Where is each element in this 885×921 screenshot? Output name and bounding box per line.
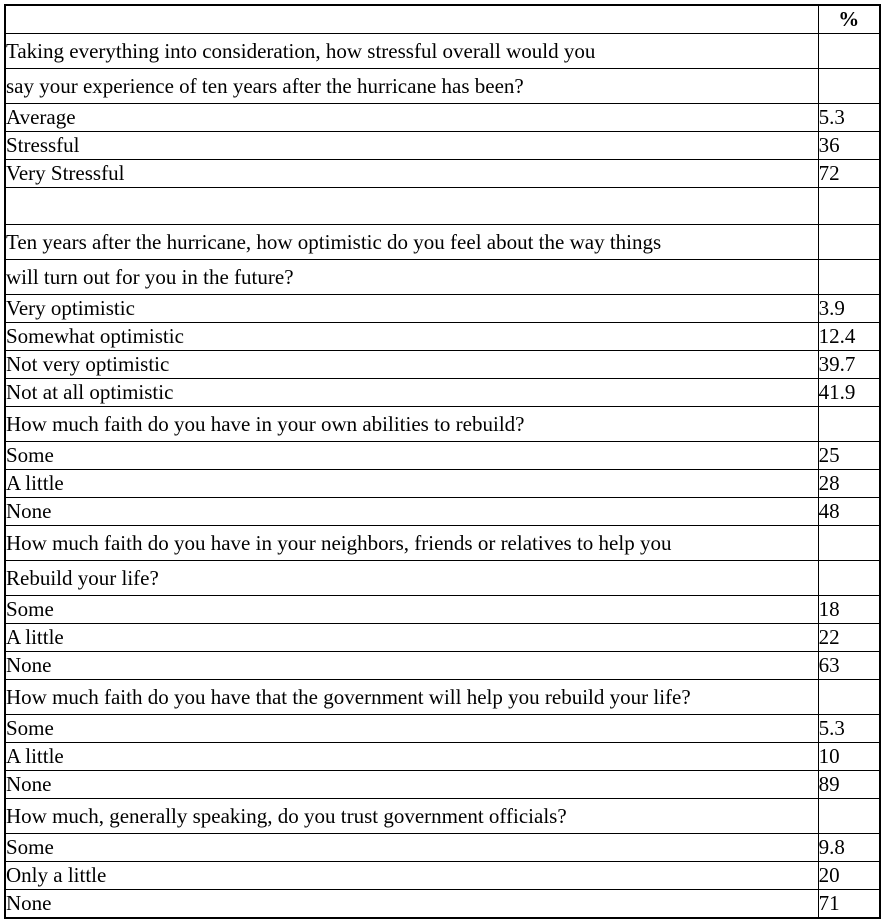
question-row xyxy=(5,526,880,561)
answer-label: Some xyxy=(5,596,818,624)
percent-value: 12.4 xyxy=(818,323,880,351)
empty-cell xyxy=(818,188,880,225)
spacer-row xyxy=(5,188,880,225)
question-row xyxy=(5,407,880,442)
answer-label: Stressful xyxy=(5,132,818,160)
percent-value: 22 xyxy=(818,624,880,652)
answer-label: None xyxy=(5,498,818,526)
table-row xyxy=(5,323,880,351)
answer-label: Somewhat optimistic xyxy=(5,323,818,351)
percent-column-header: % xyxy=(818,5,880,34)
empty-cell xyxy=(5,188,818,225)
answer-label: A little xyxy=(5,624,818,652)
answer-label: None xyxy=(5,652,818,680)
table-row xyxy=(5,132,880,160)
answer-label: Average xyxy=(5,104,818,132)
value-cell xyxy=(818,680,880,715)
question-text: say your experience of ten years after the hurricane has been? xyxy=(5,69,818,104)
table-row xyxy=(5,442,880,470)
answer-label: None xyxy=(5,890,818,919)
percent-value: 41.9 xyxy=(818,379,880,407)
percent-value: 9.8 xyxy=(818,834,880,862)
table-row xyxy=(5,715,880,743)
question-row xyxy=(5,260,880,295)
answer-label: Only a little xyxy=(5,862,818,890)
survey-results-table xyxy=(4,4,881,919)
question-text: How much, generally speaking, do you trust government officials? xyxy=(5,799,818,834)
question-row xyxy=(5,34,880,69)
value-cell xyxy=(818,526,880,561)
header-row xyxy=(5,5,880,34)
question-row xyxy=(5,69,880,104)
table-row xyxy=(5,890,880,919)
percent-value: 28 xyxy=(818,470,880,498)
header-label-cell xyxy=(5,5,818,34)
answer-label: A little xyxy=(5,743,818,771)
question-text: Ten years after the hurricane, how optimistic do you feel about the way things xyxy=(5,225,818,260)
answer-label: Some xyxy=(5,442,818,470)
table-row xyxy=(5,771,880,799)
question-text: will turn out for you in the future? xyxy=(5,260,818,295)
question-row xyxy=(5,680,880,715)
value-cell xyxy=(818,69,880,104)
value-cell xyxy=(818,561,880,596)
answer-label: Some xyxy=(5,834,818,862)
value-cell xyxy=(818,260,880,295)
table-row xyxy=(5,862,880,890)
table-row xyxy=(5,498,880,526)
survey-table-body xyxy=(5,5,880,918)
question-text: How much faith do you have in your neighbors, friends or relatives to help you xyxy=(5,526,818,561)
question-text: How much faith do you have in your own abilities to rebuild? xyxy=(5,407,818,442)
question-text: How much faith do you have that the government will help you rebuild your life? xyxy=(5,680,818,715)
question-row xyxy=(5,561,880,596)
percent-value: 63 xyxy=(818,652,880,680)
percent-value: 18 xyxy=(818,596,880,624)
answer-label: Not very optimistic xyxy=(5,351,818,379)
table-row xyxy=(5,351,880,379)
question-text: Rebuild your life? xyxy=(5,561,818,596)
percent-value: 10 xyxy=(818,743,880,771)
question-row xyxy=(5,225,880,260)
question-row xyxy=(5,799,880,834)
table-row xyxy=(5,834,880,862)
table-row xyxy=(5,104,880,132)
answer-label: A little xyxy=(5,470,818,498)
table-row xyxy=(5,624,880,652)
answer-label: Very optimistic xyxy=(5,295,818,323)
table-row xyxy=(5,470,880,498)
percent-value: 5.3 xyxy=(818,104,880,132)
percent-value: 20 xyxy=(818,862,880,890)
answer-label: None xyxy=(5,771,818,799)
table-row xyxy=(5,596,880,624)
percent-value: 3.9 xyxy=(818,295,880,323)
percent-value: 89 xyxy=(818,771,880,799)
percent-value: 5.3 xyxy=(818,715,880,743)
table-row xyxy=(5,379,880,407)
percent-value: 25 xyxy=(818,442,880,470)
question-text: Taking everything into consideration, how stressful overall would you xyxy=(5,34,818,69)
table-row xyxy=(5,652,880,680)
value-cell xyxy=(818,225,880,260)
answer-label: Very Stressful xyxy=(5,160,818,188)
table-row xyxy=(5,160,880,188)
value-cell xyxy=(818,34,880,69)
value-cell xyxy=(818,407,880,442)
percent-value: 36 xyxy=(818,132,880,160)
answer-label: Not at all optimistic xyxy=(5,379,818,407)
percent-value: 39.7 xyxy=(818,351,880,379)
percent-value: 71 xyxy=(818,890,880,919)
table-row xyxy=(5,743,880,771)
percent-value: 72 xyxy=(818,160,880,188)
answer-label: Some xyxy=(5,715,818,743)
value-cell xyxy=(818,799,880,834)
percent-value: 48 xyxy=(818,498,880,526)
table-row xyxy=(5,295,880,323)
